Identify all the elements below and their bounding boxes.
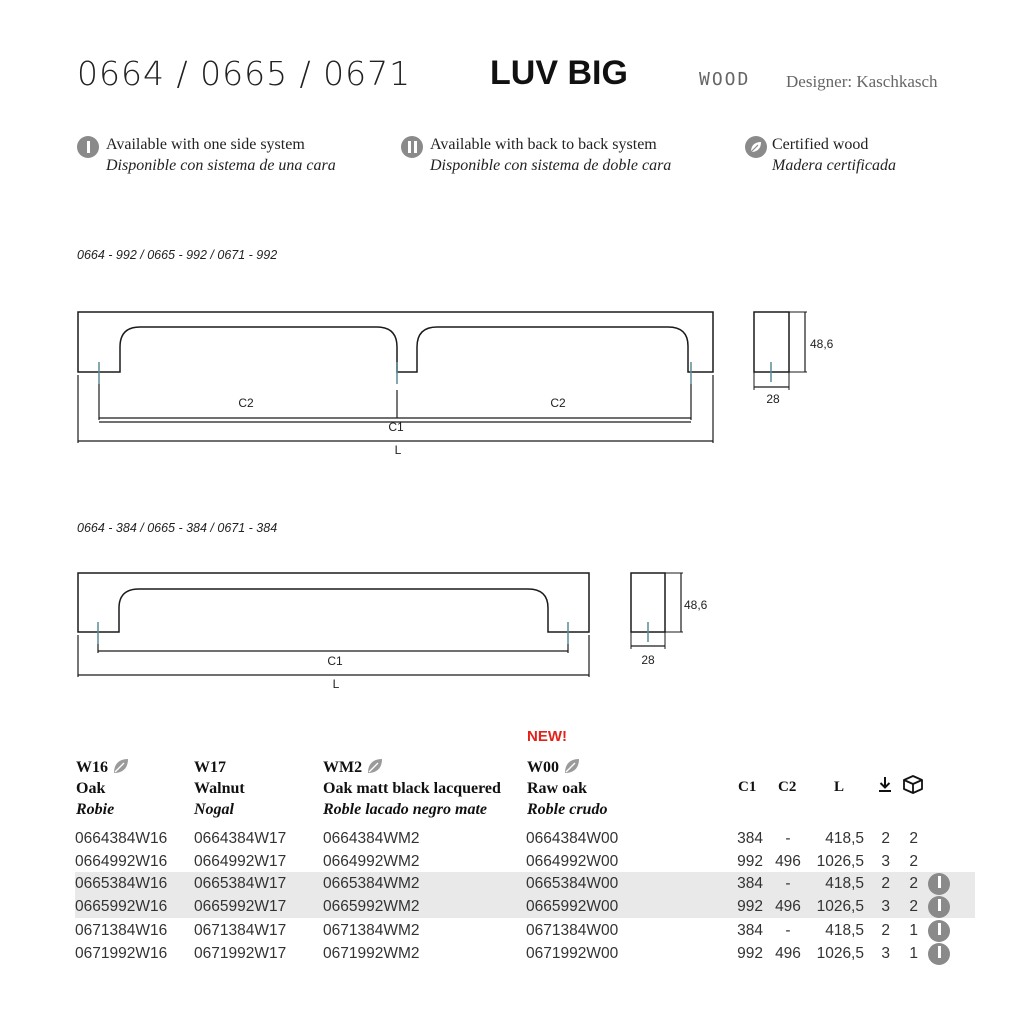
finish-en: Oak matt black lacquered [323, 780, 501, 797]
product-codes: 0664 / 0665 / 0671 [77, 54, 412, 93]
cell-w16: 0665384W16 [75, 875, 168, 892]
cell-pack-qty: 2 [881, 922, 890, 939]
table-row [75, 895, 975, 918]
leaf-icon [366, 757, 384, 775]
back-to-back-system-icon [928, 943, 950, 965]
cell-pack-qty: 3 [881, 945, 890, 962]
dim-height: 48,6 [810, 337, 834, 351]
dim-height: 48,6 [684, 598, 708, 612]
cell-w16: 0671992W16 [75, 945, 168, 962]
cell-c1: 992 [737, 853, 763, 870]
cell-l: 1026,5 [816, 853, 864, 870]
cell-w00: 0664992W00 [526, 853, 619, 870]
feature-es: Disponible con sistema de doble cara [430, 157, 672, 174]
dim-width: 28 [641, 653, 655, 667]
cell-c2: 496 [775, 853, 801, 870]
cell-wm2: 0671992WM2 [323, 945, 420, 962]
cell-c2: 496 [775, 945, 801, 962]
finish-wm2 [323, 757, 501, 820]
finish-w17 [194, 757, 245, 820]
cell-pack-qty: 2 [881, 875, 890, 892]
finish-w16 [76, 757, 130, 820]
back-to-back-system-icon [401, 136, 423, 158]
cell-w16: 0665992W16 [75, 898, 168, 915]
cell-w00: 0665384W00 [526, 875, 619, 892]
cell-w17: 0671384W17 [194, 922, 287, 939]
cell-box-qty: 1 [909, 945, 918, 962]
cell-c1: 992 [737, 945, 763, 962]
cell-l: 418,5 [825, 922, 864, 939]
fixing-points-384 [98, 622, 568, 644]
dim-width: 28 [766, 392, 780, 406]
cell-wm2: 0665384WM2 [323, 875, 420, 892]
fixing-points-992 [99, 362, 691, 384]
feature-en: Available with one side system [106, 136, 305, 153]
dim-c2-right: C2 [550, 396, 566, 410]
cell-w16: 0671384W16 [75, 922, 168, 939]
cell-c1: 992 [737, 898, 763, 915]
cell-pack-qty: 3 [881, 898, 890, 915]
cell-w00: 0664384W00 [526, 830, 619, 847]
table-row [75, 850, 975, 873]
cell-w17: 0664384W17 [194, 830, 287, 847]
feature-es: Madera certificada [772, 157, 896, 174]
cell-l: 418,5 [825, 875, 864, 892]
dim-l: L [332, 677, 340, 691]
cell-c1: 384 [737, 875, 763, 892]
new-badge: NEW! [527, 728, 567, 745]
finish-es: Nogal [194, 801, 234, 818]
cell-l: 1026,5 [816, 945, 864, 962]
material-label: WOOD [699, 69, 751, 90]
cell-w00: 0665992W00 [526, 898, 619, 915]
cell-box-qty: 1 [909, 922, 918, 939]
handle-profile-384 [78, 573, 589, 632]
feature-es: Disponible con sistema de una cara [106, 157, 336, 174]
col-c1: C1 [738, 779, 757, 795]
finish-code: WM2 [323, 759, 363, 776]
cell-w16: 0664384W16 [75, 830, 168, 847]
table-row [75, 942, 975, 965]
leaf-icon [563, 757, 581, 775]
cell-w16: 0664992W16 [75, 853, 168, 870]
col-l: L [834, 779, 845, 795]
cell-box-qty: 2 [909, 853, 918, 870]
one-side-system-icon [77, 136, 99, 158]
cell-w00: 0671384W00 [526, 922, 619, 939]
table-row [75, 827, 975, 850]
cell-wm2: 0665992WM2 [323, 898, 420, 915]
dim-c1: C1 [388, 420, 404, 434]
dim-c1: C1 [327, 654, 343, 668]
cell-c2: - [785, 875, 791, 892]
table-row [75, 919, 975, 942]
cell-pack-qty: 2 [881, 830, 890, 847]
one-side-system-icon [928, 873, 950, 895]
cell-l: 418,5 [825, 830, 864, 847]
variant-992-label: 0664 - 992 / 0665 - 992 / 0671 - 992 [77, 248, 278, 262]
table-row [75, 872, 975, 895]
cell-wm2: 0664992WM2 [323, 853, 420, 870]
finish-en: Oak [76, 780, 106, 797]
finish-es: Robie [76, 801, 115, 818]
cell-c2: 496 [775, 898, 801, 915]
cell-c1: 384 [737, 830, 763, 847]
product-name: LUV BIG [490, 54, 628, 92]
back-to-back-system-icon [928, 920, 950, 942]
finish-en: Raw oak [527, 780, 588, 797]
finish-w00 [527, 757, 607, 820]
one-side-system-icon [928, 896, 950, 918]
leaf-icon [112, 757, 130, 775]
cell-l: 1026,5 [816, 898, 864, 915]
box-icon [902, 774, 924, 794]
finish-code: W17 [194, 759, 226, 776]
cell-w17: 0665992W17 [194, 898, 287, 915]
cell-box-qty: 2 [909, 875, 918, 892]
col-c2: C2 [778, 779, 797, 795]
handle-profile-992 [78, 312, 713, 372]
feature-en: Available with back to back system [430, 136, 657, 153]
drawing-384 [70, 565, 730, 700]
drawing-992 [70, 300, 850, 470]
finish-en: Walnut [194, 780, 245, 797]
dim-c2-left: C2 [238, 396, 254, 410]
variant-384-label: 0664 - 384 / 0665 - 384 / 0671 - 384 [77, 521, 278, 535]
finish-code: W00 [527, 759, 559, 776]
cell-box-qty: 2 [909, 898, 918, 915]
cell-wm2: 0664384WM2 [323, 830, 420, 847]
finish-code: W16 [76, 759, 108, 776]
cell-w17: 0665384W17 [194, 875, 287, 892]
download-arrow-icon [877, 775, 893, 793]
cell-c1: 384 [737, 922, 763, 939]
cell-w17: 0664992W17 [194, 853, 287, 870]
cell-w17: 0671992W17 [194, 945, 287, 962]
cell-box-qty: 2 [909, 830, 918, 847]
feature-en: Certified wood [772, 136, 869, 153]
finish-es: Roble crudo [527, 801, 608, 818]
dim-l: L [394, 443, 402, 457]
cell-c2: - [785, 922, 791, 939]
leaf-icon [745, 136, 767, 158]
finish-es: Roble lacado negro mate [323, 801, 487, 818]
designer-credit: Designer: Kaschkasch [786, 72, 938, 91]
cell-wm2: 0671384WM2 [323, 922, 420, 939]
cell-pack-qty: 3 [881, 853, 890, 870]
cell-c2: - [785, 830, 791, 847]
cell-w00: 0671992W00 [526, 945, 619, 962]
